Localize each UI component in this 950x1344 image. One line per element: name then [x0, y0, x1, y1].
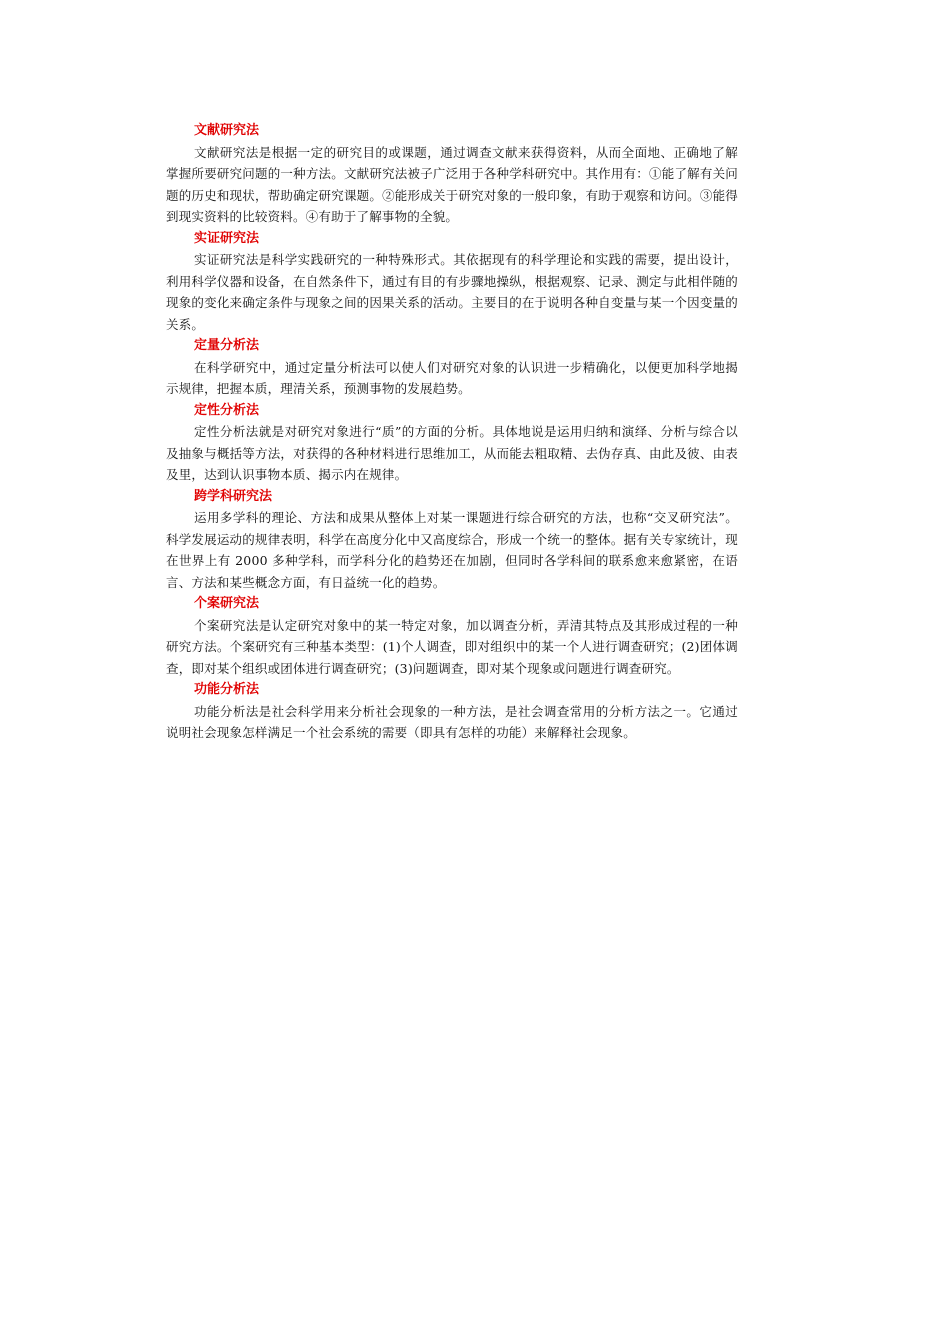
- section-case-study: [166, 593, 738, 679]
- section-interdisciplinary-research: [166, 486, 738, 594]
- section-literature-research: [166, 120, 738, 228]
- section-heading: 文献研究法: [194, 123, 260, 138]
- section-empirical-research: [166, 228, 738, 336]
- section-heading: 定量分析法: [194, 338, 260, 353]
- section-quantitative-analysis: [166, 335, 738, 400]
- document-content: [166, 120, 738, 744]
- section-heading: 跨学科研究法: [194, 488, 273, 504]
- section-functional-analysis: [166, 679, 738, 744]
- section-qualitative-analysis: [166, 400, 738, 486]
- section-heading: 实证研究法: [194, 230, 260, 246]
- section-paragraph: 运用多学科的理论、方法和成果从整体上对某一课题进行综合研究的方法，也称“交叉研究法”。科学发展运动的规律表明，科学在高度分化中又高度综合，形成一个统一的整体。据有关专家统计，现在世界上有 2000 多种学科，而学科分化的趋势还在加剧，但同时各学科间的联系愈来愈紧密，在语言、方法和某些概念方面，有日益统一化的趋势。: [166, 510, 738, 590]
- section-heading: 个案研究法: [194, 596, 260, 611]
- section-paragraph: 定性分析法就是对研究对象进行“质”的方面的分析。具体地说是运用归纳和演绎、分析与综合以及抽象与概括等方法，对获得的各种材料进行思维加工，从而能去粗取精、去伪存真、由此及彼、由表及里，达到认识事物本质、揭示内在规律。: [166, 424, 738, 482]
- section-heading: 定性分析法: [194, 402, 260, 418]
- section-paragraph: 实证研究法是科学实践研究的一种特殊形式。其依据现有的科学理论和实践的需要，提出设计，利用科学仪器和设备，在自然条件下，通过有目的有步骤地操纵，根据观察、记录、测定与此相伴随的现象的变化来确定条件与现象之间的因果关系的活动。主要目的在于说明各种自变量与某一个因变量的关系。: [166, 252, 738, 332]
- section-paragraph: 个案研究法是认定研究对象中的某一特定对象，加以调查分析，弄清其特点及其形成过程的一种研究方法。个案研究有三种基本类型：(1)个人调查，即对组织中的某一个人进行调查研究；(2)团体调查，即对某个组织或团体进行调查研究；(3)问题调查，即对某个现象或问题进行调查研究。: [166, 617, 738, 676]
- section-paragraph: 功能分析法是社会科学用来分析社会现象的一种方法，是社会调查常用的分析方法之一。它通过说明社会现象怎样满足一个社会系统的需要（即具有怎样的功能）来解释社会现象。: [166, 703, 738, 740]
- section-paragraph: 文献研究法是根据一定的研究目的或课题，通过调查文献来获得资料，从而全面地、正确地了解掌握所要研究问题的一种方法。文献研究法被子广泛用于各种学科研究中。其作用有：①能了解有关问题的历史和现状，帮助确定研究课题。②能形成关于研究对象的一般印象，有助于观察和访问。③能得到现实资料的比较资料。④有助于了解事物的全貌。: [166, 144, 738, 224]
- section-paragraph: 在科学研究中，通过定量分析法可以使人们对研究对象的认识进一步精确化，以便更加科学地揭示规律，把握本质，理清关系，预测事物的发展趋势。: [166, 359, 738, 396]
- section-heading: 功能分析法: [194, 682, 260, 697]
